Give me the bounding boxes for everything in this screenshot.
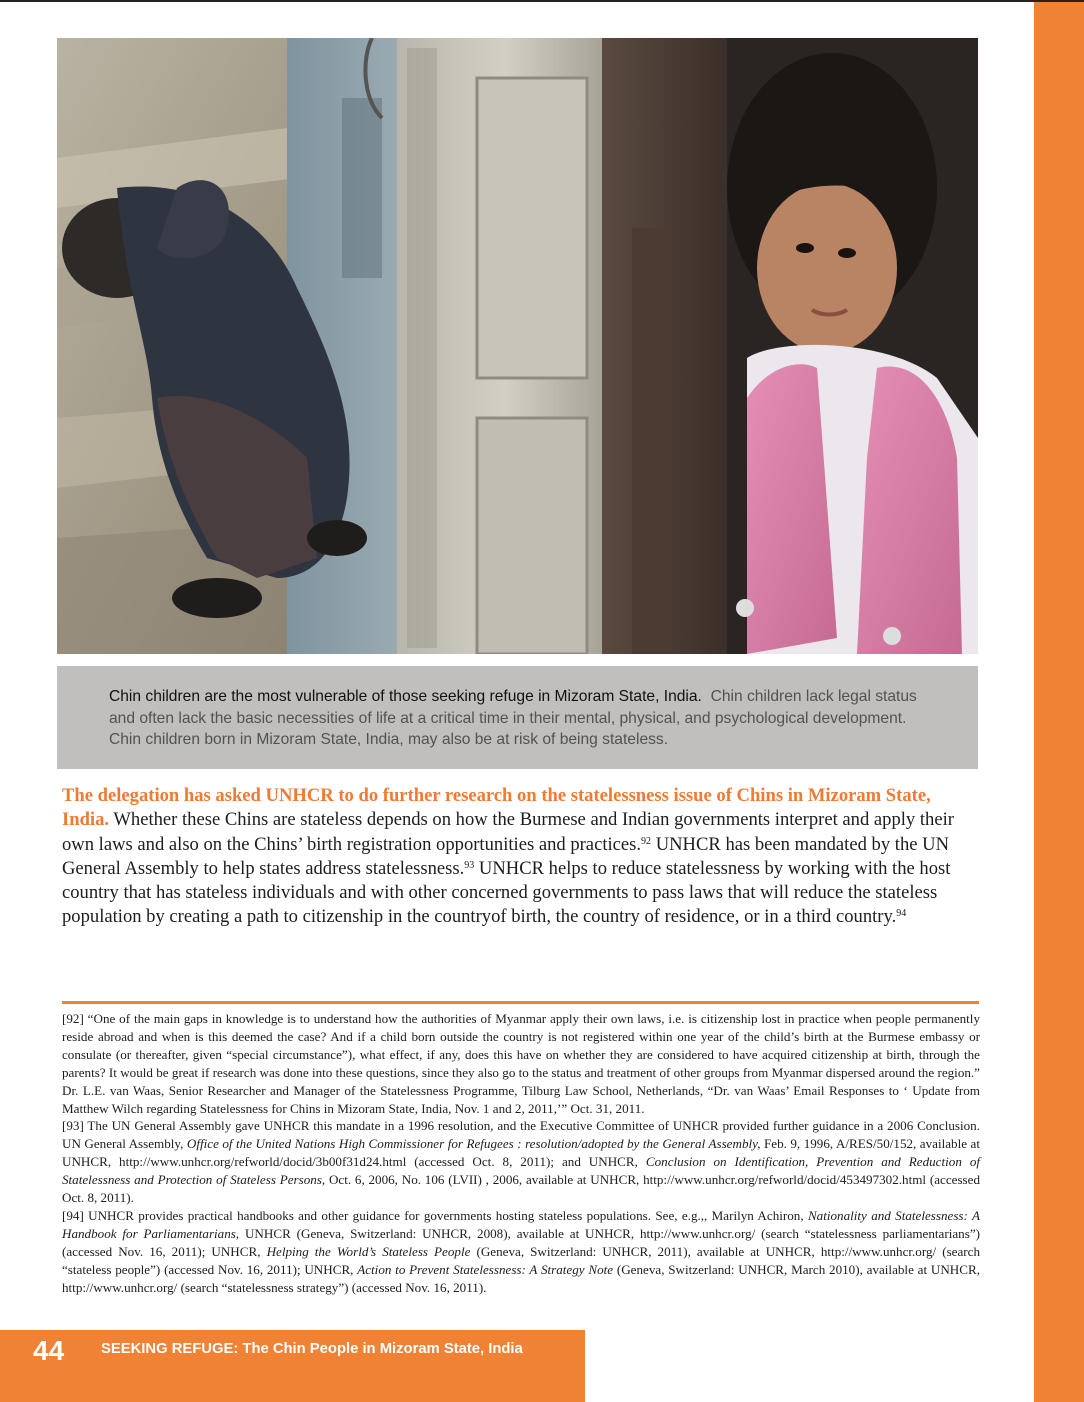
footnote-93-title-2: Conclusion on Identification, Prevention and Reduction of Statelessness and Protection of Stateless Persons [62,1154,980,1188]
footnote-94-text-d: (Geneva, Switzerland: UNHCR, March 2010), available at UNHCR, http://www.unhcr.org/ (search “statelessness strategy”) (accessed Nov. 16, 2011). [62,1261,980,1295]
footnote-94-title-3: Action to Prevent Statelessness: A Strategy Note [357,1261,614,1277]
caption-body: Chin children lack legal status and often lack the basic necessities of life at a critical time in their mental, physical, and psychological development. Chin children born in Mizoram State, India, may also be at risk of being stateless. [109,688,917,748]
page-number: 44 [33,1335,65,1366]
running-title: SEEKING REFUGE: The Chin People in Mizoram State, India [101,1341,523,1357]
caption-lead: Chin children are the most vulnerable of those seeking refuge in Mizoram State, India. [109,688,702,705]
footnote-94-text-a: [94] UNHCR provides practical handbooks and other guidance for governments hosting stateless populations. See, e.g.,, Marilyn Achiron, [62,1207,808,1223]
footnote-94-text-c: (Geneva, Switzerland: UNHCR, 2011), available at UNHCR, http://www.unhcr.org/ (search “stateless people”) (accessed Nov. 16, 2011); UNHCR, [62,1243,981,1277]
body-paragraph [62,784,982,930]
footnote-94-title-1: Nationality and Statelessness: A Handbook for Parliamentarians [62,1207,980,1241]
footnote-94 [62,1207,980,1297]
footnote-92: [92] “One of the main gaps in knowledge is to understand how the authorities of Myanmar apply their own laws, i.e. is citizenship lost in practice when people permanently reside abroad and when is this deemed the case? And if a child born outside the country is not registered within one year of the child’s birth at the Burmese embassy or consulate (or thereafter, given “special circumstance”), what effect, if any, does this have on whether they are considered to have acquired citizenship at birth, through the parents? It would be great if research was done into these questions, since they also go to the status and treatment of other groups from Myanmar dispersed around the region.” Dr. L.E. van Waas, Senior Researcher and Manager of the Statelessness Programme, Tilburg Law School, Netherlands, “Dr. van Waas’ Email Responses to ‘ Update from Matthew Wilch regarding Statelessness for Chins in Mizoram State, India, Nov. 1 and 2, 2011,’” Oct. 31, 2011. [62,1011,980,1116]
photo-chin-children [57,38,978,654]
top-rule [0,0,1084,2]
photo-caption-box [57,666,978,769]
footnote-93 [62,1117,980,1207]
footnote-ref-93: 93 [464,859,475,871]
footnote-94-text-b: , UNHCR (Geneva, Switzerland: UNHCR, 2008), available at UNHCR, http://www.unhcr.org/ (search “statelessness parliamentarians”) (accessed Nov. 16, 2011); UNHCR, [62,1225,980,1259]
footnotes [62,1010,980,1297]
footnote-93-text-a: [93] The UN General Assembly gave UNHCR this mandate in a 1996 resolution, and the Executive Committee of UNHCR provided further guidance in a 2006 Conclusion. UN General Assembly, [62,1118,980,1152]
footnote-93-title-1: Office of the United Nations High Commissioner for Refugees : resolution/adopted by the General Assembly, [186,1136,761,1152]
footnote-93-text-c: , Oct. 6, 2006, No. 106 (LVII) , 2006, available at UNHCR, http://www.unhcr.org/refworld/docid/453497302.html (accessed Oct. 8, 2011). [62,1172,980,1206]
footnote-ref-94: 94 [896,908,907,920]
orange-side-bar [1034,2,1084,1402]
footnote-93-text-b: Feb. 9, 1996, A/RES/50/152, available at UNHCR, http://www.unhcr.org/refworld/docid/3b00f31d24.html (accessed Oct. 8, 2011); and UNHCR, [62,1136,980,1170]
body-lead: The delegation has asked UNHCR to do further research on the statelessness issue of Chins in Mizoram State, India. [62,785,931,831]
footnote-ref-92: 92 [641,835,652,847]
footnote-94-title-2: Helping the World’s Stateless People [266,1243,471,1259]
body-text-3: UNHCR helps to reduce statelessness by working with the host country that has stateless individuals and with other concerned governments to pass laws that will reduce the stateless population by creating a path to citizenship in the countryof birth, the country of residence, or in a third country. [62,857,951,928]
footnote-divider [62,1001,979,1004]
body-text-2: UNHCR has been mandated by the UN General Assembly to help states address statelessness. [62,833,950,879]
photo-caption [109,686,939,751]
body-text-1: Whether these Chins are stateless depends on how the Burmese and Indian governments interpret and apply their own laws and also on the Chins’ birth registration opportunities and practices. [62,809,954,855]
